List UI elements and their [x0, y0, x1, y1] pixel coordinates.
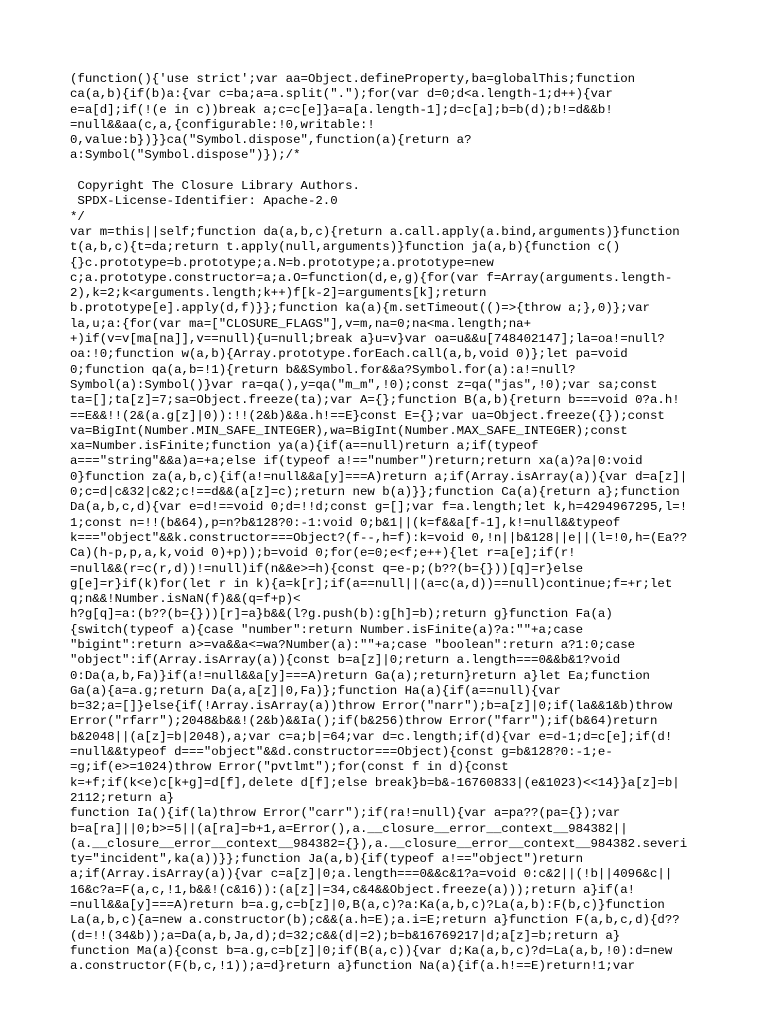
code-line: g[e]=r}if(k)for(let r in k){a=k[r];if(a==null||(a=c(a,d))==null)continue;f=+r;let: [70, 576, 673, 591]
code-line: 0,value:b})}}ca("Symbol.dispose",function(a){return a?: [70, 133, 472, 148]
code-line: "bigint":return a>=va&&a<=wa?Number(a):""+a;case "boolean":return a?1:0;case: [70, 637, 636, 652]
code-line: va=BigInt(Number.MIN_SAFE_INTEGER),wa=BigInt(Number.MAX_SAFE_INTEGER);const: [70, 423, 628, 438]
code-line: t(a,b,c){t=da;return t.apply(null,arguments)}function ja(a,b){function c(): [70, 240, 621, 255]
code-line: =null&&typeof d==="object"&&d.constructor===Object){const g=b&128?0:-1;e-: [70, 745, 613, 760]
code-line: 16&c?a=F(a,c,!1,b&&!(c&16)):(a[z]|=34,c&4&&Object.freeze(a)));return a}if(a!: [70, 882, 636, 897]
code-line: la,u;a:{for(var ma=["CLOSURE_FLAGS"],v=m,na=0;na<ma.length;na+: [70, 316, 532, 331]
code-line: function Ma(a){const b=a.g,c=b[z]|0;if(B(a,c)){var d;Ka(a,b,c)?d=La(a,b,!0):d=new: [70, 943, 673, 958]
code-line: var m=this||self;function da(a,b,c){return a.call.apply(a.bind,arguments)}function: [70, 224, 680, 239]
code-line: "object":if(Array.isArray(a)){const b=a[z]|0;return a.length===0&&b&1?void: [70, 653, 621, 668]
code-line: function Ia(){if(la)throw Error("carr");if(ra!=null){var a=pa??(pa={});var: [70, 806, 621, 821]
code-line: b.prototype[e].apply(d,f)}};function ka(a){m.setTimeout(()=>{throw a;},0)};var: [70, 301, 650, 316]
code-line: Ga(a){a=a.g;return Da(a,a[z]|0,Fa)};function Ha(a){if(a==null){var: [70, 683, 561, 698]
code-line: ==E&&!!(2&(a.g[z]|0)):!!(2&b)&&a.h!==E}const E={};var ua=Object.freeze({});const: [70, 408, 665, 423]
code-line: oa:!0;function w(a,b){Array.prototype.forEach.call(a,b,void 0)};let pa=void: [70, 347, 628, 362]
code-line: c;a.prototype.constructor=a;a.O=function(d,e,g){for(var f=Array(arguments.length-: [70, 270, 673, 285]
code-line: a:Symbol("Symbol.dispose")});/*: [70, 148, 301, 163]
code-line: (a.__closure__error__context__984382={}),a.__closure__error__context__984382.severi: [70, 836, 688, 851]
code-line: h?g[q]=a:(b??(b={}))[r]=a}b&&(l?g.push(b):g[h]=b);return g}function Fa(a): [70, 607, 613, 622]
code-line: b=32;a=[]}else{if(!Array.isArray(a))throw Error("narr");b=a[z]|0;if(la&&1&b)throw: [70, 699, 673, 714]
code-line: =null&&(r=c(r,d))!=null)if(n&&e>=h){const q=e-p;(b??(b={}))[q]=r}else: [70, 561, 584, 576]
source-code-text: [70, 72, 760, 975]
code-line: 0}function za(a,b,c){if(a!=null&&a[y]===A)return a;if(Array.isArray(a)){var d=a[z]|: [70, 469, 688, 484]
code-line: a;if(Array.isArray(a)){var c=a[z]|0;a.length===0&&c&1?a=void 0:c&2||(!b||4096&c||: [70, 867, 673, 882]
code-line: */: [70, 209, 85, 224]
code-line: 2112;return a}: [70, 790, 175, 805]
code-line: xa=Number.isFinite;function ya(a){if(a==null)return a;if(typeof: [70, 439, 539, 454]
code-line: La(a,b,c){a=new a.constructor(b);c&&(a.h=E);a.i=E;return a}function F(a,b,c,d){d??: [70, 913, 680, 928]
code-line: Symbol(a):Symbol()}var ra=qa(),y=qa("m_m",!0);const z=qa("jas",!0);var sa;const: [70, 377, 658, 392]
code-line: ta=[];ta[z]=7;sa=Object.freeze(ta);var A={};function B(a,b){return b===void 0?a.h!: [70, 393, 680, 408]
code-line: (function(){'use strict';var aa=Object.defineProperty,ba=globalThis;function: [70, 72, 636, 86]
code-line: Ca)(h-p,p,a,k,void 0)+p));b=void 0;for(e=0;e<f;e++){let r=a[e];if(r!: [70, 546, 576, 561]
code-line: q;n&&!Number.isNaN(f)&&(q=f+p)<: [70, 592, 301, 607]
code-line: =null&&a[y]===A)return b=a.g,c=b[z]|0,B(a,c)?a:Ka(a,b,c)?La(a,b):F(b,c)}function: [70, 898, 665, 913]
code-line: 1;const n=!!(b&64),p=n?b&128?0:-1:void 0;b&1||(k=f&&a[f-1],k!=null&&typeof: [70, 515, 621, 530]
code-line: Error("rfarr");2048&b&&!(2&b)&&Ia();if(b&256)throw Error("farr");if(b&64)return: [70, 714, 658, 729]
code-line: Da(a,b,c,d){var e=d!==void 0;d=!!d;const g=[];var f=a.length;let k,h=4294967295,l=!: [70, 500, 688, 515]
code-line: =null&&aa(c,a,{configurable:!0,writable:!: [70, 117, 375, 132]
code-line: {}c.prototype=b.prototype;a.N=b.prototype;a.prototype=new: [70, 255, 494, 270]
code-line: e=a[d];if(!(e in c))break a;c=c[e]}a=a[a.length-1];d=c[a];b=b(d);b!=d&&b!: [70, 102, 613, 117]
code-line: a==="string"&&a)a=+a;else if(typeof a!=="number")return;return xa(a)?a|0:void: [70, 454, 643, 469]
code-line: b=a[ra]||0;b>=5||(a[ra]=b+1,a=Error(),a.__closure__error__context__984382||: [70, 821, 628, 836]
code-line: 2),k=2;k<arguments.length;k++)f[k-2]=arguments[k];return: [70, 286, 487, 301]
code-line: k=+f;if(k<e)c[k+g]=d[f],delete d[f];else break}b=b&-16760833|(e&1023)<<14}}a[z]=b|: [70, 775, 680, 790]
code-line: 0;c=d|c&32|c&2;c!==d&&(a[z]=c);return new b(a)}};function Ca(a){return a};function: [70, 485, 680, 500]
code-line: 0:Da(a,b,Fa)}if(a!=null&&a[y]===A)return Ga(a);return}return a}let Ea;function: [70, 668, 650, 683]
code-line: {switch(typeof a){case "number":return Number.isFinite(a)?a:""+a;case: [70, 622, 584, 637]
code-line: k==="object"&&k.constructor===Object?(f--,h=f):k=void 0,!n||b&128||e||(l=!0,h=(Ea??: [70, 530, 688, 545]
code-line: b&2048||(a[z]=b|2048),a;var c=a;b|=64;var d=c.length;if(d){var e=d-1;d=c[e];if(d!: [70, 729, 673, 744]
code-line: (d=!!(34&b));a=Da(a,b,Ja,d);d=32;c&&(d|=2);b=b&16769217|d;a[z]=b;return a}: [70, 928, 621, 943]
code-line: ca(a,b){if(b)a:{var c=ba;a=a.split(".");for(var d=0;d<a.length-1;d++){var: [70, 87, 613, 102]
code-line: =g;if(e>=1024)throw Error("pvtlmt");for(const f in d){const: [70, 760, 509, 775]
code-line: SPDX-License-Identifier: Apache-2.0: [70, 194, 338, 209]
code-line: 0;function qa(a,b=!1){return b&&Symbol.for&&a?Symbol.for(a):a!=null?: [70, 362, 576, 377]
code-line: Copyright The Closure Library Authors.: [70, 179, 360, 194]
code-line: a.constructor(F(b,c,!1));a=d}return a}function Na(a){if(a.h!==E)return!1;var: [70, 959, 636, 974]
code-line: +)if(v=v[ma[na]],v==null){u=null;break a}u=v}var oa=u&&u[748402147];la=oa!=null?: [70, 332, 665, 347]
code-line: ty="incident",ka(a))}};function Ja(a,b){if(typeof a!=="object")return: [70, 852, 584, 867]
